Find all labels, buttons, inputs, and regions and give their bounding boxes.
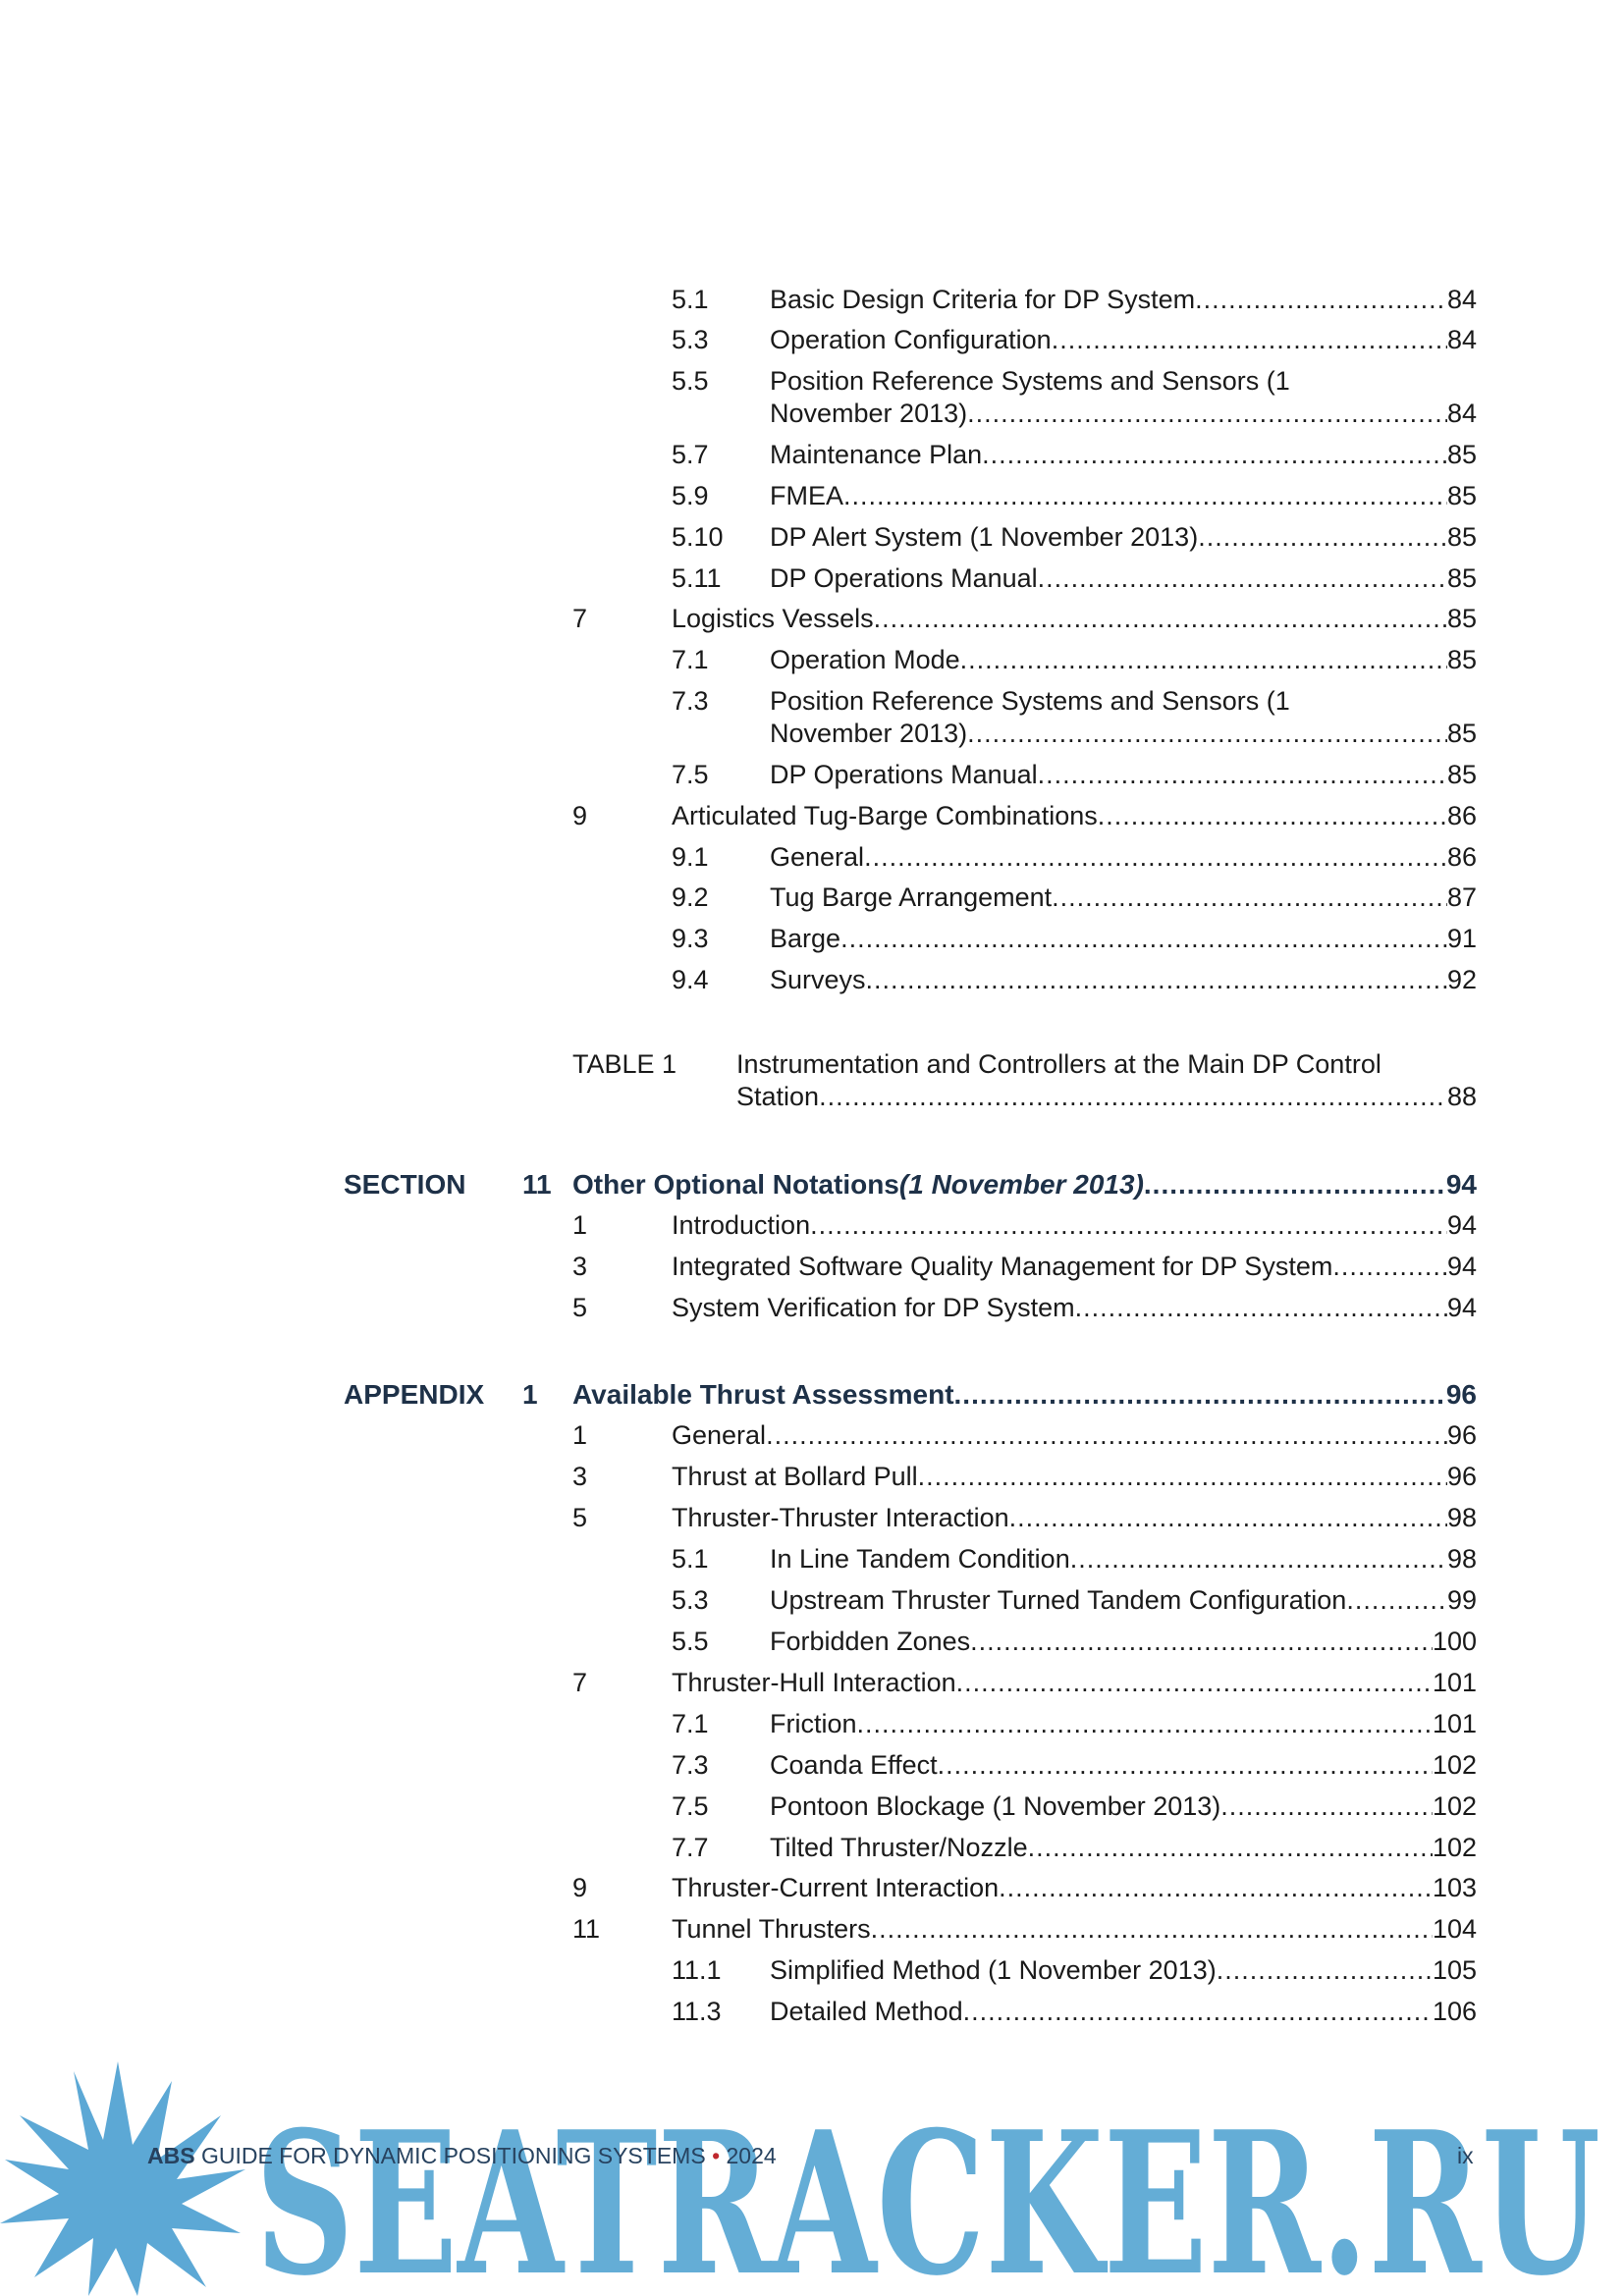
toc-entry-line <box>770 881 1477 914</box>
toc-entry-number: 7.1 <box>672 1709 709 1738</box>
page-footer <box>147 2143 777 2169</box>
toc-entry-number: 7.7 <box>672 1833 709 1862</box>
toc-entry-title: Thruster-Thruster Interaction <box>672 1503 1009 1532</box>
toc-entry-page: 85 <box>1446 719 1477 748</box>
toc-entry[interactable] <box>0 365 1624 434</box>
toc-entry-page: 96 <box>1446 1420 1477 1450</box>
toc-table-entry[interactable] <box>0 1048 1624 1117</box>
appendix-label: APPENDIX <box>344 1379 485 1410</box>
section-title: Other Optional Notations <box>572 1169 899 1200</box>
toc-entry-title: Tug Barge Arrangement <box>770 882 1053 912</box>
watermark-text: SEATRACKER.RU <box>255 2089 1600 2296</box>
toc-entry-number: 9.1 <box>672 842 709 872</box>
toc-entry-line <box>770 1626 1477 1658</box>
toc-entry-line <box>770 718 1477 750</box>
toc-entry-page: 96 <box>1445 1379 1477 1410</box>
toc-entry-title: Thrust at Bollard Pull <box>672 1462 918 1491</box>
toc-entry-title: DP Operations Manual <box>770 563 1038 593</box>
appendix-title: Available Thrust Assessment <box>572 1379 954 1410</box>
toc-entry-number: 5.7 <box>672 440 709 469</box>
toc-entry-title: In Line Tandem Condition <box>770 1544 1070 1574</box>
toc-entry-page: 98 <box>1446 1544 1477 1574</box>
section-label: SECTION <box>344 1169 466 1200</box>
toc-entry-number: 3 <box>572 1252 588 1281</box>
toc-entry-line <box>672 1419 1477 1452</box>
toc-entry-number: 1 <box>572 1210 588 1240</box>
toc-entry-number: 7.5 <box>672 1791 709 1821</box>
toc-entry-page: 102 <box>1432 1791 1477 1821</box>
toc-entry-line <box>770 1954 1477 1987</box>
toc-entry-line <box>770 759 1477 791</box>
toc-entry-number: 5 <box>572 1503 588 1532</box>
toc-entry-title: Forbidden Zones <box>770 1627 971 1656</box>
toc-entry-title: Position Reference Systems and Sensors (1 <box>770 686 1290 716</box>
toc-entry-title: General <box>672 1420 767 1450</box>
toc-entry-page: 96 <box>1446 1462 1477 1491</box>
toc-entry-page: 102 <box>1432 1833 1477 1862</box>
toc-entry-line <box>672 1872 1477 1904</box>
toc-entry-title: General <box>770 842 865 872</box>
toc-entry-page: 101 <box>1432 1709 1477 1738</box>
toc-entry-number: 5.5 <box>672 366 709 396</box>
toc-entry-page: 100 <box>1432 1627 1477 1656</box>
toc-entry-title: Thruster-Current Interaction <box>672 1873 1000 1902</box>
toc-entry-number: 5.1 <box>672 285 709 314</box>
toc-entry-page: 86 <box>1446 842 1477 872</box>
toc-entry-line <box>672 1209 1477 1242</box>
toc-entry-title: Introduction <box>672 1210 811 1240</box>
toc-entry-number: 7 <box>572 604 588 633</box>
toc-entry-page: 106 <box>1432 1997 1477 2026</box>
toc-entry-page: 85 <box>1446 645 1477 674</box>
toc-entry-number: 7.3 <box>672 1750 709 1780</box>
watermark-logo <box>0 2052 1624 2296</box>
toc-entry-title: Detailed Method <box>770 1997 963 2026</box>
footer-brand: ABS <box>147 2143 195 2168</box>
toc-entry-line <box>572 1378 1477 1411</box>
toc-entry-page: 91 <box>1446 924 1477 953</box>
sun-burst-icon <box>0 2061 245 2296</box>
toc-entry-title: Operation Configuration <box>770 325 1052 354</box>
toc-entry-title: Maintenance Plan <box>770 440 983 469</box>
footer-title: GUIDE FOR DYNAMIC POSITIONING SYSTEMS <box>194 2143 713 2168</box>
toc-entry-title-cont: November 2013) <box>770 719 968 748</box>
toc-entry-page: 103 <box>1432 1873 1477 1902</box>
toc-entry-line <box>672 1502 1477 1534</box>
toc-entry-page: 92 <box>1446 965 1477 994</box>
toc-entry-line <box>672 1251 1477 1283</box>
toc-entry-title: Coanda Effect <box>770 1750 938 1780</box>
toc-entry-page: 85 <box>1446 563 1477 593</box>
toc-entry-title: Barge <box>770 924 841 953</box>
toc-entry-number: 1 <box>572 1420 588 1450</box>
toc-entry-line <box>770 284 1477 316</box>
toc-entry-page: 94 <box>1446 1293 1477 1322</box>
toc-entry-title: Basic Design Criteria for DP System <box>770 285 1196 314</box>
toc-entry-title: Surveys <box>770 965 866 994</box>
toc-entry-title: Logistics Vessels <box>672 604 874 633</box>
toc-entry-line <box>770 1543 1477 1575</box>
toc-entry-page: 85 <box>1446 481 1477 510</box>
table-label: TABLE 1 <box>572 1049 677 1079</box>
footer-page-number: ix <box>1457 2143 1474 2168</box>
toc-entry-page: 105 <box>1432 1955 1477 1985</box>
toc-entry-page: 101 <box>1432 1668 1477 1697</box>
toc-entry-line <box>672 800 1477 832</box>
section-title-date: (1 November 2013) <box>898 1169 1144 1200</box>
toc-entry-line <box>770 480 1477 512</box>
toc-entry-line <box>770 841 1477 874</box>
toc-entry-title: Friction <box>770 1709 857 1738</box>
toc-entry-line <box>770 324 1477 356</box>
toc-entry-line <box>770 1996 1477 2028</box>
toc-entry-line <box>770 964 1477 996</box>
toc-entry-line <box>770 644 1477 676</box>
toc-entry-page: 86 <box>1446 801 1477 830</box>
toc-entry-number: 5.3 <box>672 325 709 354</box>
toc-entry-number: 5.3 <box>672 1585 709 1615</box>
toc-entry-number: 5.10 <box>672 522 724 552</box>
toc-entry-number: 5.5 <box>672 1627 709 1656</box>
toc-entry-line <box>770 923 1477 955</box>
toc-entry-title: Instrumentation and Controllers at the Main DP Control <box>736 1049 1381 1079</box>
toc-entry-number: 5.9 <box>672 481 709 510</box>
toc-entry-title: DP Alert System (1 November 2013) <box>770 522 1199 552</box>
toc-entry-page: 94 <box>1446 1210 1477 1240</box>
toc-entry-number: 9.3 <box>672 924 709 953</box>
toc-entry-title: Operation Mode <box>770 645 960 674</box>
toc-entry-title: Pontoon Blockage (1 November 2013) <box>770 1791 1221 1821</box>
toc-entry-number: 9.2 <box>672 882 709 912</box>
toc-entry-page: 99 <box>1446 1585 1477 1615</box>
toc-entry-page: 85 <box>1446 440 1477 469</box>
toc-entry-page: 85 <box>1446 604 1477 633</box>
toc-entry-number: 9 <box>572 801 588 830</box>
toc-entry-title: DP Operations Manual <box>770 760 1038 789</box>
toc-entry-page: 104 <box>1432 1914 1477 1944</box>
toc-entry-line <box>770 439 1477 471</box>
toc-entry-number: 11.3 <box>672 1997 722 2026</box>
toc-entry-title: Integrated Software Quality Management for DP System <box>672 1252 1333 1281</box>
toc-entry-line <box>770 1749 1477 1782</box>
toc-entry-line <box>672 1913 1477 1946</box>
toc-entry-number: 11.1 <box>672 1955 722 1985</box>
toc-entry-number: 9 <box>572 1873 588 1902</box>
toc-entry-line <box>770 1790 1477 1823</box>
toc-entry-line <box>672 1461 1477 1493</box>
toc-entry-line <box>572 1168 1477 1201</box>
toc-entry-page: 94 <box>1446 1252 1477 1281</box>
toc-entry-title: Tunnel Thrusters <box>672 1914 871 1944</box>
toc-entry-line <box>672 603 1477 635</box>
toc-entry-page: 85 <box>1446 760 1477 789</box>
toc-entry-title: Articulated Tug-Barge Combinations <box>672 801 1098 830</box>
toc-entry-page: 84 <box>1446 399 1477 428</box>
toc-entry-line <box>672 1292 1477 1324</box>
toc-entry-page: 84 <box>1446 285 1477 314</box>
toc-entry-title: Simplified Method (1 November 2013) <box>770 1955 1217 1985</box>
toc-entry-line <box>770 562 1477 595</box>
toc-entry-number: 7.3 <box>672 686 709 716</box>
toc-entry-line <box>736 1081 1477 1113</box>
section-number: 11 <box>522 1169 552 1200</box>
toc-entry-title: Thruster-Hull Interaction <box>672 1668 956 1697</box>
toc-entry-number: 3 <box>572 1462 588 1491</box>
toc-entry-number: 5.1 <box>672 1544 709 1574</box>
toc-entry-line <box>770 398 1477 430</box>
toc-entry-page: 87 <box>1446 882 1477 912</box>
footer-year: 2024 <box>720 2143 777 2168</box>
toc-entry-page: 84 <box>1446 325 1477 354</box>
toc-entry-title-cont: Station <box>736 1082 820 1111</box>
toc-entry-line <box>770 1832 1477 1864</box>
toc-entry-line <box>770 1708 1477 1740</box>
toc-entry-page: 94 <box>1445 1169 1477 1200</box>
toc-entry-title: FMEA <box>770 481 844 510</box>
toc-entry-title: Tilted Thruster/Nozzle <box>770 1833 1028 1862</box>
toc-entry-line <box>770 1584 1477 1617</box>
toc-entry-number: 5.11 <box>672 563 722 593</box>
toc-entry[interactable] <box>0 685 1624 754</box>
toc-entry-title: System Verification for DP System <box>672 1293 1075 1322</box>
toc-entry-number: 5 <box>572 1293 588 1322</box>
footer-separator: • <box>712 2143 721 2168</box>
toc-entry-number: 9.4 <box>672 965 709 994</box>
toc-entry-number: 11 <box>572 1914 601 1944</box>
appendix-number: 1 <box>522 1379 538 1410</box>
toc-entry-number: 7.5 <box>672 760 709 789</box>
toc-entry-title: Position Reference Systems and Sensors (1 <box>770 366 1290 396</box>
toc-entry-page: 98 <box>1446 1503 1477 1532</box>
toc-entry-number: 7.1 <box>672 645 709 674</box>
toc-entry-line <box>672 1667 1477 1699</box>
toc-entry-page: 102 <box>1432 1750 1477 1780</box>
toc-entry-page: 85 <box>1446 522 1477 552</box>
toc-entry-title: Upstream Thruster Turned Tandem Configuration <box>770 1585 1347 1615</box>
toc-entry-line <box>770 521 1477 554</box>
toc-entry-number: 7 <box>572 1668 588 1697</box>
toc-entry-title-cont: November 2013) <box>770 399 968 428</box>
toc-entry-page: 88 <box>1446 1082 1477 1111</box>
